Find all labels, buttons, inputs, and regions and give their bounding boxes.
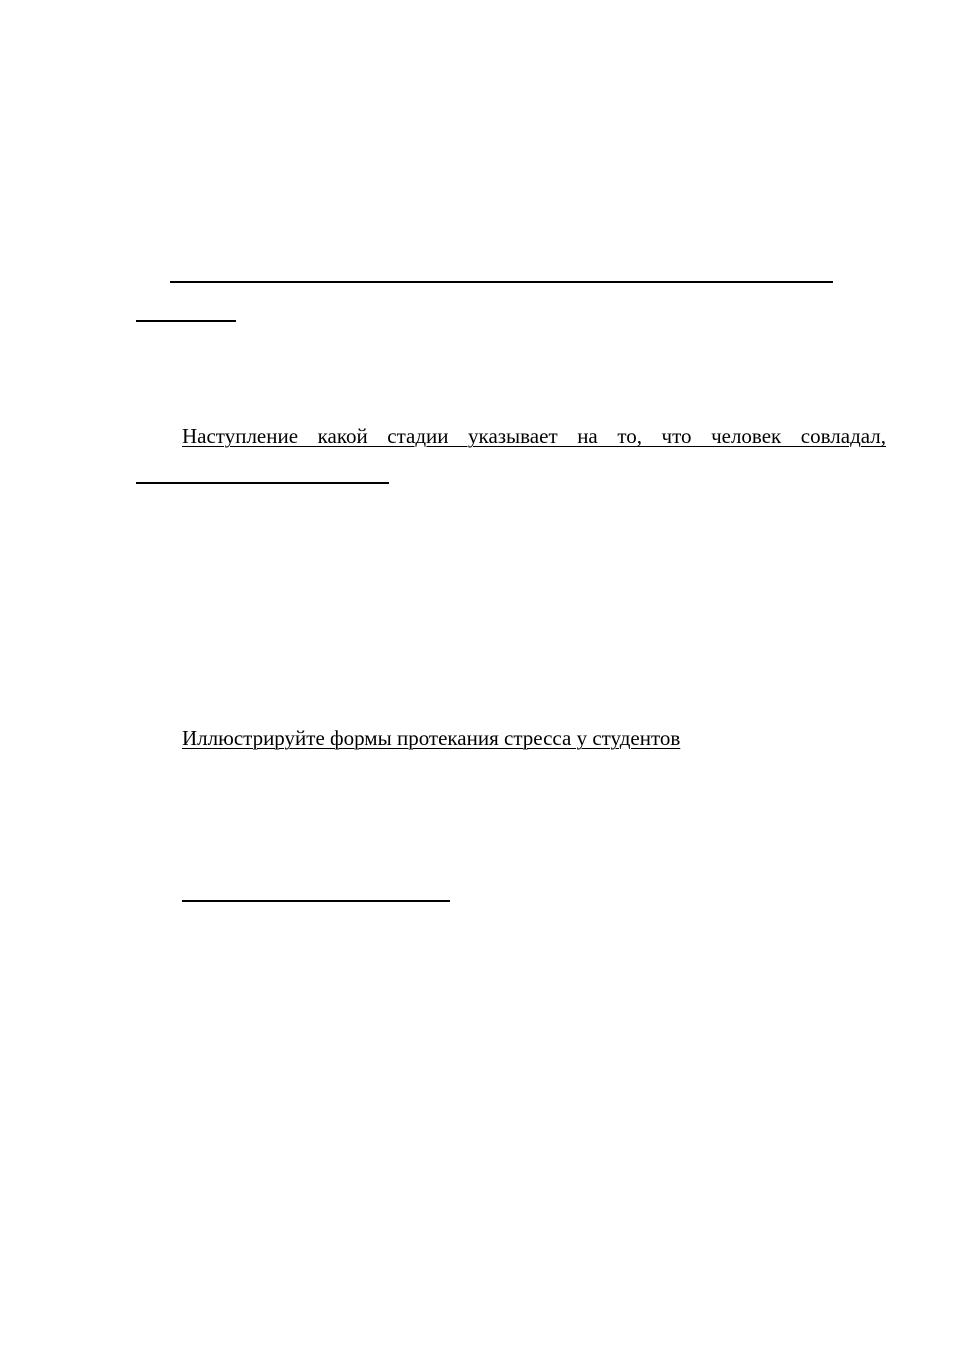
answer-line [170,281,833,283]
question-text: Наступление какой стадии указывает на то, что человек совладал, [182,424,886,448]
question-text: Иллюстрируйте формы протекания стресса у студентов [182,726,681,750]
answer-line [136,482,389,484]
answer-line [182,900,450,902]
answer-line [136,320,236,322]
